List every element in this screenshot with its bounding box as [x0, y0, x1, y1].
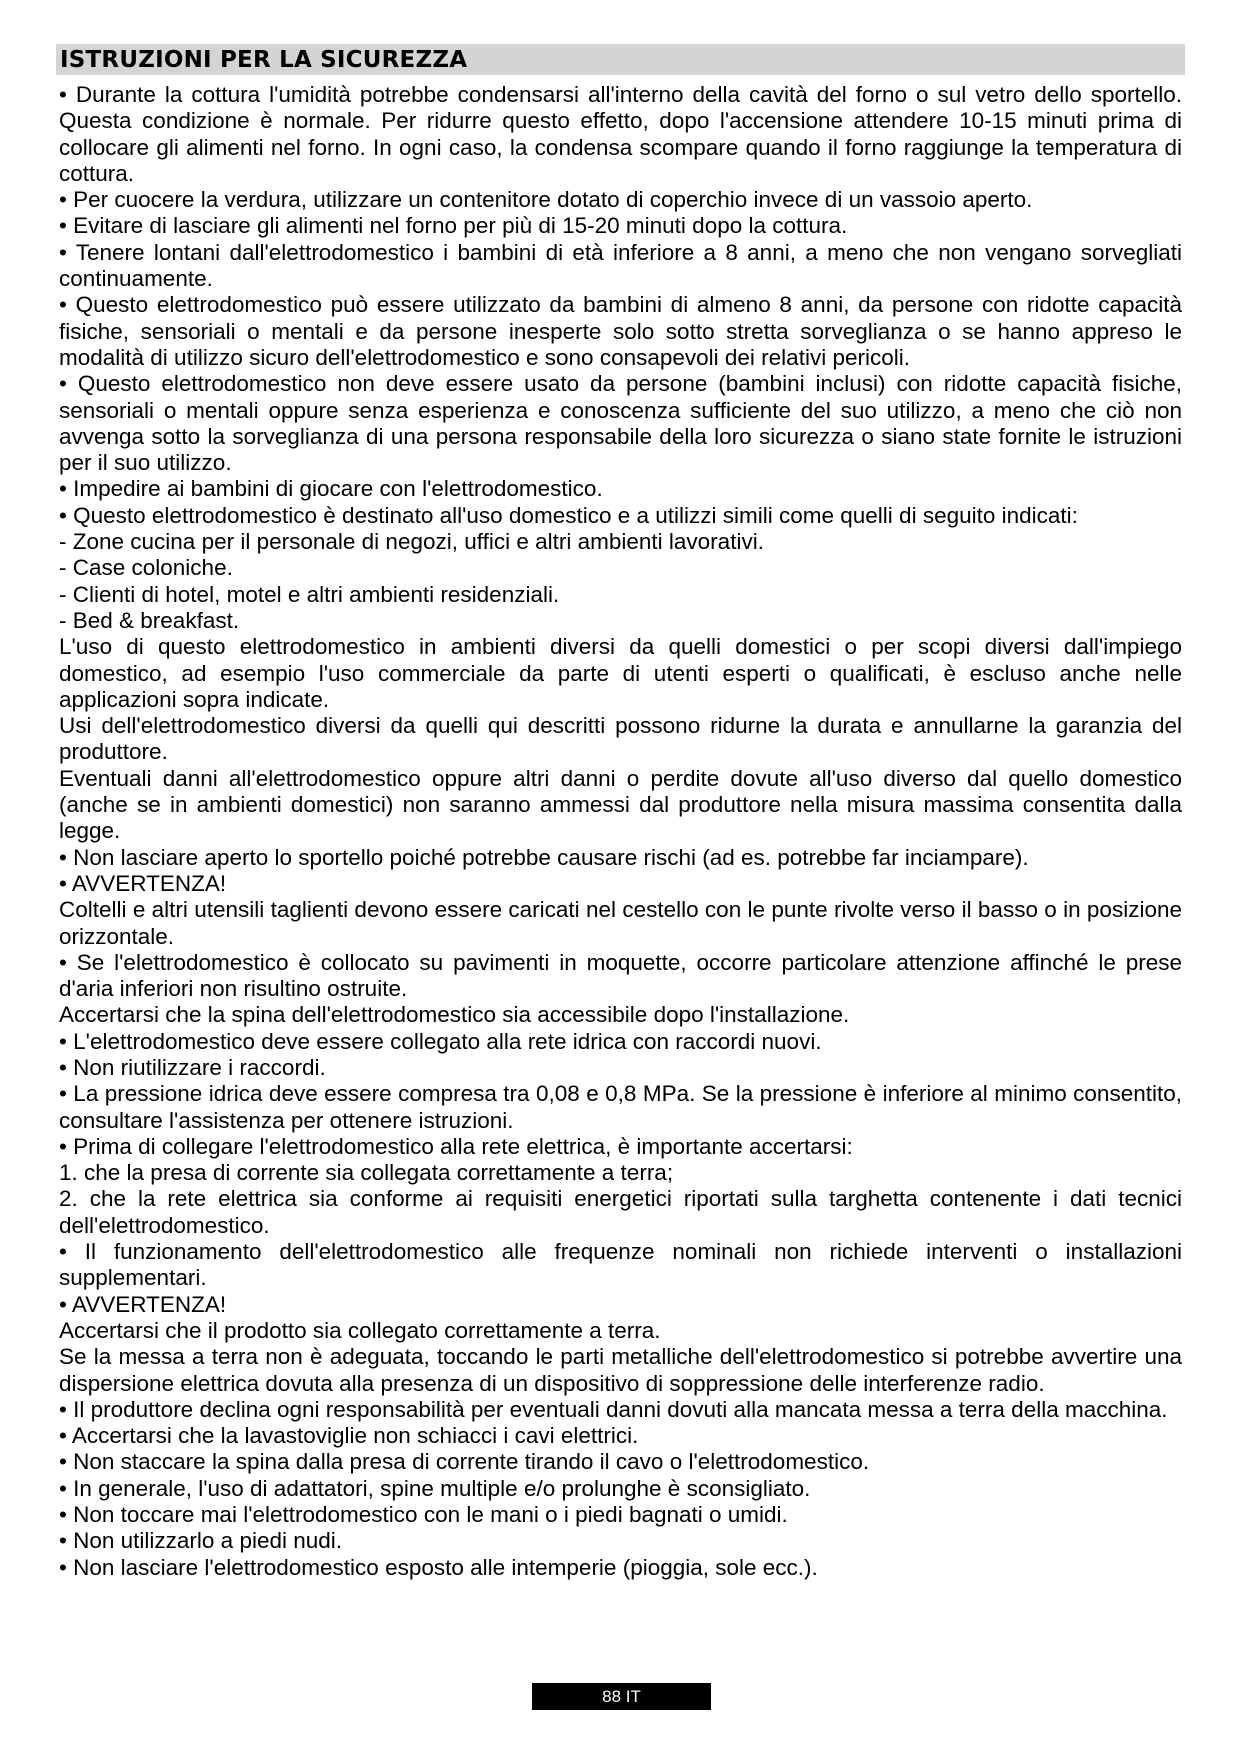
paragraph: Se la messa a terra non è adeguata, toccando le parti metalliche dell'elettrodomestico si potrebbe avvertire una dispersione elettrica dovuta alla presenza di un dispositivo di soppressione delle interferenze radio. — [59, 1344, 1182, 1396]
paragraph: Eventuali danni all'elettrodomestico oppure altri danni o perdite dovute all'uso diverso dal quello domestico (anche se in ambienti domestici) non saranno ammessi dal produttore nella misura massima consentita dalla legge. — [59, 765, 1182, 844]
paragraph: • Accertarsi che la lavastoviglie non schiacci i cavi elettrici. — [59, 1423, 639, 1449]
paragraph: • Per cuocere la verdura, utilizzare un contenitore dotato di coperchio invece di un vassoio aperto. — [59, 187, 1033, 213]
section-title: ISTRUZIONI PER LA SICUREZZA — [60, 47, 468, 73]
page-number: 88 IT — [532, 1683, 711, 1710]
section-header — [56, 44, 1185, 75]
safety-instructions-body — [59, 82, 1182, 1581]
paragraph: • Se l'elettrodomestico è collocato su pavimenti in moquette, occorre particolare attenzione affinché le prese d'aria inferiori non risultino ostruite. — [59, 949, 1182, 1002]
paragraph: Usi dell'elettrodomestico diversi da quelli qui descritti possono ridurne la durata e annullarne la garanzia del produttore. — [59, 713, 1182, 765]
paragraph: Accertarsi che la spina dell'elettrodomestico sia accessibile dopo l'installazione. — [59, 1002, 850, 1028]
warning-heading: • AVVERTENZA! — [59, 1291, 227, 1317]
paragraph: • Questo elettrodomestico può essere utilizzato da bambini di almeno 8 anni, da persone con ridotte capacità fisiche, sensoriali o mentali e da persone inesperte solo sotto stretta sorveglianza o se hanno appreso le modalità di utilizzo sicuro dell'elettrodomestico e sono consapevoli dei relativi pericoli. — [59, 292, 1182, 370]
paragraph: • Non lasciare l'elettrodomestico esposto alle intemperie (pioggia, sole ecc.). — [59, 1554, 818, 1580]
paragraph: • Tenere lontani dall'elettrodomestico i bambini di età inferiore a 8 anni, a meno che non vengano sorvegliati continuamente. — [59, 239, 1182, 292]
paragraph: • Questo elettrodomestico non deve essere usato da persone (bambini inclusi) con ridotte capacità fisiche, sensoriali o mentali oppure senza esperienza e conoscenza sufficiente del suo utilizzo, a meno che ciò non avvenga sotto la sorveglianza di una persona responsabile della loro sicurezza o siano state fornite le istruzioni per il suo utilizzo. — [59, 371, 1182, 476]
paragraph: L'uso di questo elettrodomestico in ambienti diversi da quelli domestici o per scopi diversi dall'impiego domestico, ad esempio l'uso commerciale da parte di utenti esperti o qualificati, è escluso anche nelle applicazioni sopra indicate. — [59, 634, 1182, 712]
paragraph: • Evitare di lasciare gli alimenti nel forno per più di 15-20 minuti dopo la cottura. — [59, 213, 848, 239]
paragraph: • La pressione idrica deve essere compresa tra 0,08 e 0,8 MPa. Se la pressione è inferiore al minimo consentito, consultare l'assistenza per ottenere istruzioni. — [59, 1081, 1182, 1133]
paragraph: • Durante la cottura l'umidità potrebbe condensarsi all'interno della cavità del forno o sul vetro dello sportello. Questa condizione è normale. Per ridurre questo effetto, dopo l'accensione attendere 10-15 minuti prima di collocare gli alimenti nel forno. In ogni caso, la condensa scompare quando il forno raggiunge la temperatura di cottura. — [59, 82, 1182, 186]
paragraph: • L'elettrodomestico deve essere collegato alla rete idrica con raccordi nuovi. — [59, 1028, 822, 1054]
list-item: 2. che la rete elettrica sia conforme ai requisiti energetici riportati sulla targhetta contenente i dati tecnici dell'elettrodomestico. — [59, 1186, 1182, 1238]
list-item: - Zone cucina per il personale di negozi, uffici e altri ambienti lavorativi. — [59, 529, 764, 555]
list-item: - Bed & breakfast. — [59, 607, 240, 633]
paragraph: • Non toccare mai l'elettrodomestico con le mani o i piedi bagnati o umidi. — [59, 1502, 788, 1528]
list-item: - Case coloniche. — [59, 555, 233, 581]
paragraph: • Prima di collegare l'elettrodomestico alla rete elettrica, è importante accertarsi: — [59, 1133, 853, 1159]
paragraph: • Il produttore declina ogni responsabilità per eventuali danni dovuti alla mancata messa a terra della macchina. — [59, 1396, 1168, 1422]
paragraph: • Non riutilizzare i raccordi. — [59, 1054, 326, 1080]
paragraph: • Il funzionamento dell'elettrodomestico alle frequenze nominali non richiede interventi o installazioni supplementari. — [59, 1239, 1182, 1291]
list-item: - Clienti di hotel, motel e altri ambienti residenziali. — [59, 581, 560, 607]
warning-heading: • AVVERTENZA! — [59, 870, 227, 896]
list-item: 1. che la presa di corrente sia collegata correttamente a terra; — [59, 1160, 674, 1186]
paragraph: • Non utilizzarlo a piedi nudi. — [59, 1528, 343, 1554]
paragraph: • Non lasciare aperto lo sportello poiché potrebbe causare rischi (ad es. potrebbe far inciampare). — [59, 844, 1029, 870]
paragraph: • Impedire ai bambini di giocare con l'elettrodomestico. — [59, 476, 603, 502]
paragraph: • In generale, l'uso di adattatori, spine multiple e/o prolunghe è sconsigliato. — [59, 1475, 811, 1501]
paragraph: • Questo elettrodomestico è destinato all'uso domestico e a utilizzi simili come quelli di seguito indicati: — [59, 502, 1078, 528]
paragraph: Accertarsi che il prodotto sia collegato correttamente a terra. — [59, 1317, 661, 1343]
paragraph: Coltelli e altri utensili taglienti devono essere caricati nel cestello con le punte rivolte verso il basso o in posizione orizzontale. — [59, 897, 1182, 949]
paragraph: • Non staccare la spina dalla presa di corrente tirando il cavo o l'elettrodomestico. — [59, 1449, 870, 1475]
